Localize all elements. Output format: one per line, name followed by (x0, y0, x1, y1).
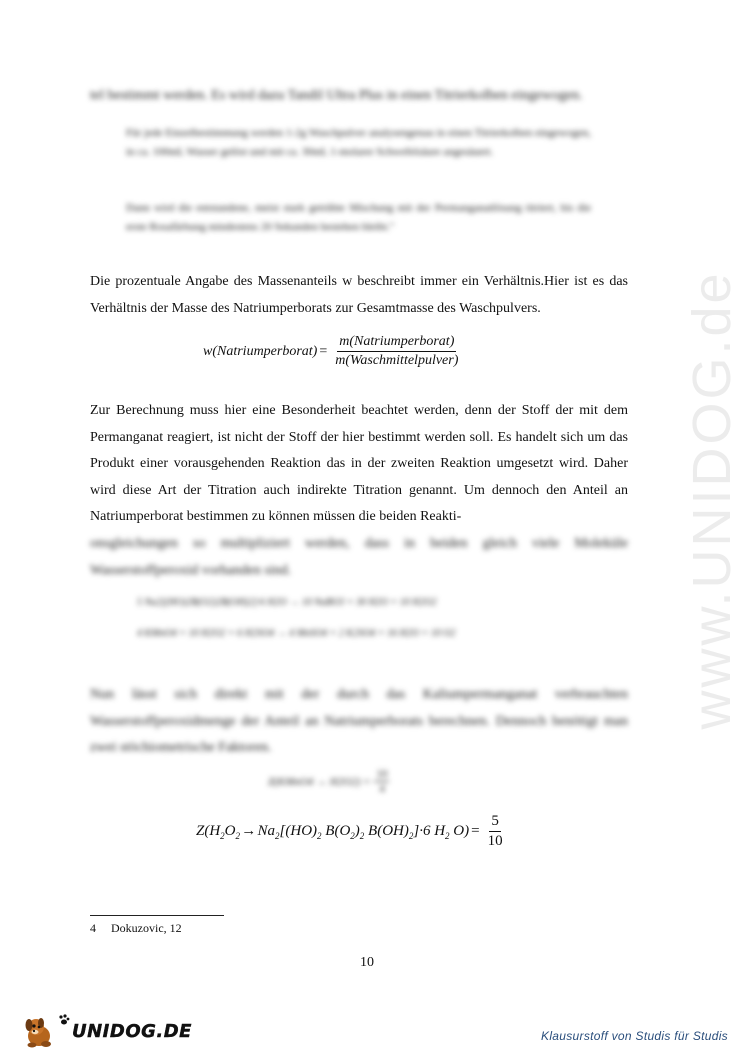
paw-icon (58, 1014, 70, 1026)
formula-w-denominator: m(Waschmittelpulver) (335, 353, 459, 368)
logo-text: UNIDOG.DE (72, 1021, 192, 1042)
blurred-formula-z1 (268, 768, 389, 795)
blurred-top-line: tel bestimmt werden. Es wird dazu Tandil Ultra Plus in einen Titrierkolben eingewogen. (90, 88, 583, 103)
paragraph-indirect-titration: Zur Berechnung muss hier eine Besonderheit beachtet werden, denn der Stoff der mit dem Permanganat reagiert, ist nicht der Stoff der hier bestimmt werden soll. Es handelt sich um das Produkt einer vorausgehenden Reaktion das in der zweiten Reaktion umgesetzt wird. Daher wird diese Art der Titration auch indirekte Titration genannt. Um dennoch den Anteil an Natriumperborat bestimmen zu können müssen die beiden Reakti- (90, 403, 628, 524)
blurred-paragraph-3: Nun lässt sich direkt mit der durch das Kaliumpermanganat verbrauchten Wasserstoffperoxidmenge der Anteil an Natriumperborats berechnen. Dennoch benötigt man zwei stöchiometrische Faktoren. (90, 687, 628, 755)
formula-z2-fraction (486, 813, 505, 850)
footnote-number: 4 (90, 921, 96, 935)
formula-z2-lhs: $Z(H_2O_2$ → $Na_2[(HO)_2$ $B(O_2)_2$ $B(OH)_2]\cdot 6$ $H_2$ O) (196, 822, 470, 841)
paragraph-mass-fraction: Die prozentuale Angabe des Massenanteils w beschreibt immer ein Verhältnis.Hier ist es das Verhältnis der Masse des Natriumperborats zur Gesamtmasse des Waschpulvers. (90, 274, 628, 316)
formula-z1-denominator: 4 (379, 783, 385, 795)
footnote-rule (90, 915, 224, 916)
formula-z1-fraction (374, 768, 389, 795)
footnote-text: Dokuzovic, 12 (111, 921, 182, 935)
blurred-paragraph-end: onsgleichungen so multipliziert werden, dass in beiden gleich viele Moleküle Wasserstoffperoxid vorhanden sind. (90, 536, 628, 578)
formula-z2-equals: = (471, 823, 480, 839)
formula-stoichiometric-factor (196, 813, 505, 850)
unidog-logo[interactable] (22, 1008, 192, 1048)
formula-mass-fraction (203, 334, 460, 369)
formula-w-lhs: w(Natriumperborat) (203, 343, 318, 359)
blurred-quote-1: Für jede Einzelbestimmung werden 1-2g Waschpulver analysengenau in einen Titrierkolben eingewogen, in ca. 100mL Wasser gelöst und mit ca. 30mL 1-molarer Schwefelsäure angesäuert. (126, 127, 591, 158)
page-number: 10 (360, 955, 374, 970)
blurred-reaction-1: 5 Na2[(HO)2B(O2)2B(OH)2]·6 H2O → 10 NaBO3 + 30 H2O + 10 H2O2 (137, 597, 437, 608)
formula-w-numerator: m(Natriumperborat) (337, 334, 456, 352)
tagline: Klausurstoff von Studis für Studis (541, 1029, 728, 1043)
dog-icon (22, 1014, 56, 1048)
blurred-reaction-2: 4 KMnO4 + 10 H2O2 + 6 H2SO4 → 4 MnSO4 + 2 K2SO4 + 16 H2O + 10 O2 (137, 628, 456, 639)
formula-z2-denominator: 10 (487, 833, 503, 849)
formula-z2-numerator: 5 (489, 813, 501, 832)
blurred-quote-2: Dann wird die entstandene, meist stark getrübte Mischung mit der Permanganatlösung titriert, bis die erste Rosafärbung mindestens 20 Sekunden bestehen bleibt." (126, 202, 591, 233)
watermark: www.UNIDOG.de (682, 270, 742, 730)
formula-z1-lhs: Z(KMnO4 → H2O2) = (268, 775, 371, 788)
formula-w-equals: = (319, 343, 328, 359)
formula-z1-numerator: 10 (376, 768, 388, 780)
footnote (90, 921, 182, 936)
formula-w-fraction (333, 334, 460, 369)
